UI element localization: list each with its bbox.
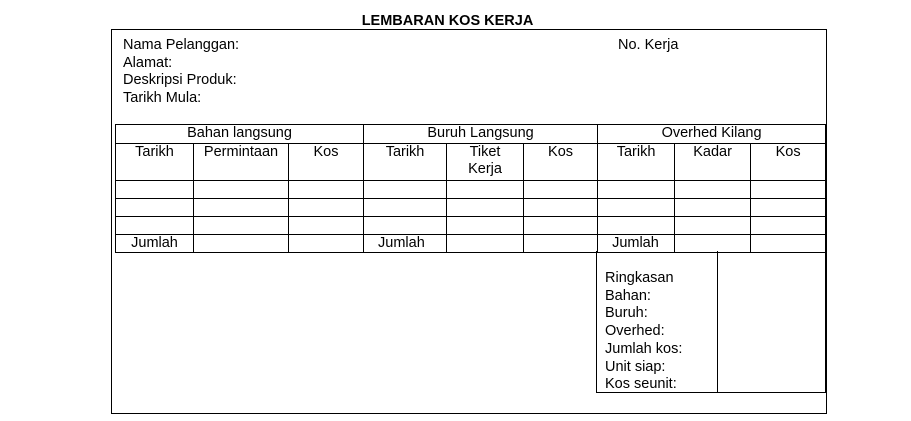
table-row xyxy=(116,181,826,199)
group-factory-overhead: Overhed Kilang xyxy=(598,125,826,144)
summary-labels xyxy=(605,270,682,394)
table-cell xyxy=(447,217,524,235)
table-cell xyxy=(364,199,447,217)
column-header: Tarikh xyxy=(598,144,675,181)
summary-material-label: Bahan: xyxy=(605,287,651,304)
table-cell xyxy=(194,217,289,235)
table-cell xyxy=(751,181,826,199)
table-cell xyxy=(751,217,826,235)
table-row xyxy=(116,217,826,235)
job-number-label: No. Kerja xyxy=(618,37,679,53)
table-cell xyxy=(524,235,598,253)
table-cell xyxy=(364,181,447,199)
customer-label: Nama Pelanggan: xyxy=(123,37,240,53)
summary-unit-cost-label: Kos seunit: xyxy=(605,376,677,393)
table-cell xyxy=(751,235,826,253)
column-header: Tiket Kerja xyxy=(447,144,524,181)
cost-table xyxy=(115,124,826,253)
labour-total-label: Jumlah xyxy=(364,235,447,253)
sheet-title: LEMBARAN KOS KERJA xyxy=(361,13,534,29)
table-cell xyxy=(447,199,524,217)
table-cell xyxy=(524,199,598,217)
table-cell xyxy=(194,235,289,253)
summary-heading: Ringkasan xyxy=(605,270,674,286)
table-cell xyxy=(194,199,289,217)
summary-total-cost-label: Jumlah kos: xyxy=(605,340,683,357)
table-cell xyxy=(289,235,364,253)
product-label: Deskripsi Produk: xyxy=(123,72,237,88)
table-cell xyxy=(364,217,447,235)
column-header: Tarikh xyxy=(116,144,194,181)
table-cell xyxy=(116,199,194,217)
group-direct-labour: Buruh Langsung xyxy=(364,125,598,144)
start-date-label: Tarikh Mula: xyxy=(123,89,202,106)
column-header: Kadar xyxy=(675,144,751,181)
group-direct-material: Bahan langsung xyxy=(116,125,364,144)
table-cell xyxy=(598,199,675,217)
table-cell xyxy=(675,235,751,253)
column-header-row xyxy=(116,144,826,181)
table-cell xyxy=(447,181,524,199)
table-cell xyxy=(598,217,675,235)
table-row xyxy=(116,199,826,217)
summary-labour-label: Buruh: xyxy=(605,305,648,322)
summary-box xyxy=(596,251,826,393)
group-header-row xyxy=(116,125,826,144)
table-cell xyxy=(598,181,675,199)
column-header: Kos xyxy=(289,144,364,181)
material-total-label: Jumlah xyxy=(116,235,194,253)
column-header: Tarikh xyxy=(364,144,447,181)
summary-units-label: Unit siap: xyxy=(605,358,666,375)
total-row xyxy=(116,235,826,253)
table-cell xyxy=(524,181,598,199)
table-cell xyxy=(675,199,751,217)
table-cell xyxy=(116,217,194,235)
table-cell xyxy=(116,181,194,199)
column-header: Kos xyxy=(524,144,598,181)
summary-divider xyxy=(717,251,718,392)
table-cell xyxy=(751,199,826,217)
table-cell xyxy=(675,217,751,235)
table-cell xyxy=(289,181,364,199)
table-cell xyxy=(289,199,364,217)
address-label: Alamat: xyxy=(123,54,173,71)
column-header: Kos xyxy=(751,144,826,181)
overhead-total-label: Jumlah xyxy=(598,235,675,253)
summary-overhead-label: Overhed: xyxy=(605,323,665,340)
table-cell xyxy=(524,217,598,235)
table-cell xyxy=(675,181,751,199)
table-cell xyxy=(289,217,364,235)
table-cell xyxy=(447,235,524,253)
column-header: Permintaan xyxy=(194,144,289,181)
job-info xyxy=(123,37,239,107)
table-cell xyxy=(194,181,289,199)
